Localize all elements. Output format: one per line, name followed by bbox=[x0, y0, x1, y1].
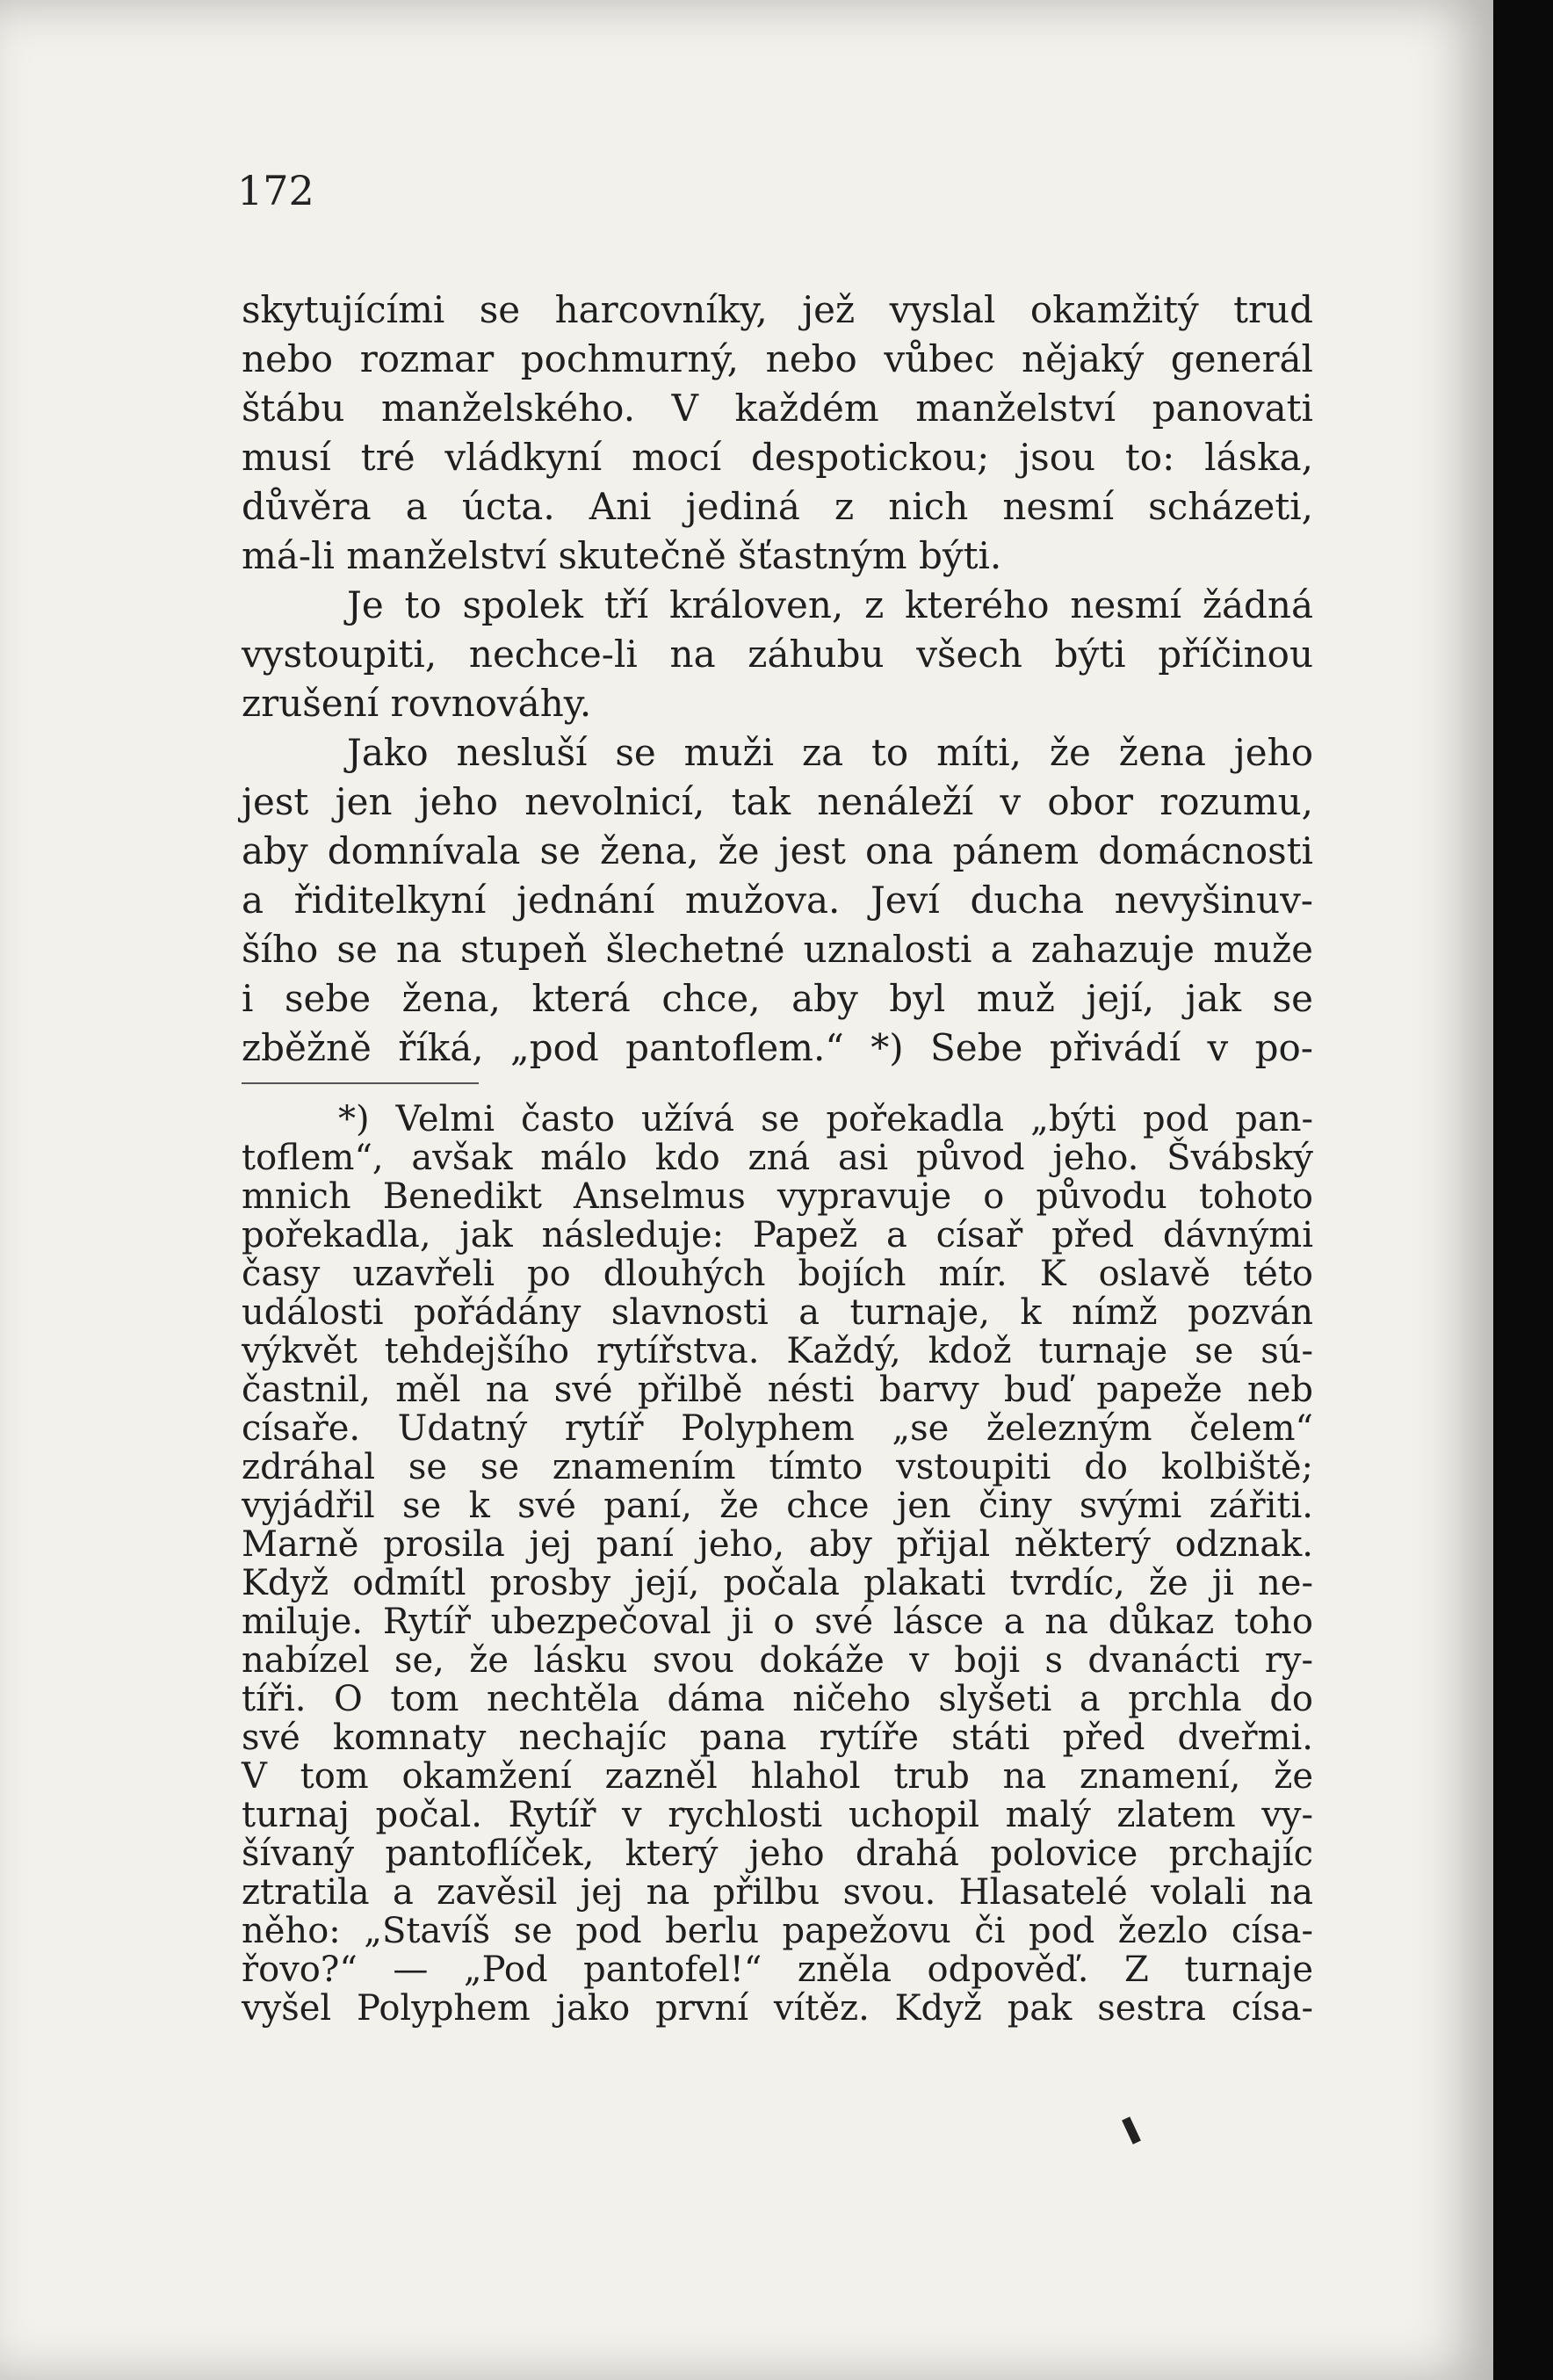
text-line: šího se na stupeň šlechetné uznalosti a zahazuje muže bbox=[242, 928, 1313, 971]
footnote-line: své komnaty nechajíc pana rytíře státi před dveřmi. bbox=[242, 1718, 1313, 1758]
footnote-line: výkvět tehdejšího rytířstva. Každý, kdož turnaje se sú- bbox=[242, 1331, 1313, 1371]
footnote bbox=[242, 1100, 1313, 2028]
footnote-line: mnich Benedikt Anselmus vypravuje o původu tohoto bbox=[242, 1176, 1313, 1217]
footnote-line: Když odmítl prosby její, počala plakati tvrdíc, že ji ne- bbox=[242, 1563, 1313, 1603]
text-line: skytujícími se harcovníky, jež vyslal okamžitý trud bbox=[242, 288, 1313, 331]
text-line: má-li manželství skutečně šťastným býti. bbox=[242, 534, 1002, 577]
footnote-line: tíři. O tom nechtěla dáma ničeho slyšeti a prchla do bbox=[242, 1679, 1313, 1719]
text-line: jest jen jeho nevolnicí, tak nenáleží v obor rozumu, bbox=[242, 780, 1313, 823]
text-line: nebo rozmar pochmurný, nebo vůbec nějaký generál bbox=[242, 337, 1313, 380]
text-line: zrušení rovnováhy. bbox=[242, 682, 592, 725]
text-line: i sebe žena, která chce, aby byl muž její, jak se bbox=[242, 977, 1313, 1020]
footnote-line: miluje. Rytíř ubezpečoval ji o své lásce a na důkaz toho bbox=[242, 1602, 1313, 1642]
footnote-line: ztratila a zavěsil jej na přilbu svou. Hlasatelé volali na bbox=[242, 1872, 1313, 1913]
footnote-line: šívaný pantoflíček, který jeho drahá polovice prchajíc bbox=[242, 1834, 1313, 1874]
footnote-line: něho: „Stavíš se pod berlu papežovu či pod žezlo císa- bbox=[242, 1911, 1313, 1951]
text-line: štábu manželského. V každém manželství panovati bbox=[242, 387, 1313, 430]
footnote-line: Marně prosila jej paní jeho, aby přijal některý odznak. bbox=[242, 1524, 1313, 1565]
page-number: 172 bbox=[237, 167, 314, 214]
footnote-line: vyšel Polyphem jako první vítěz. Když pak sestra císa- bbox=[242, 1988, 1313, 2029]
footnote-line: toflem“, avšak málo kdo zná asi původ jeho. Švábský bbox=[242, 1138, 1313, 1178]
footnote-line: časy uzavřeli po dlouhých bojích mír. K oslavě této bbox=[242, 1254, 1313, 1294]
footnote-line: zdráhal se se znamením tímto vstoupiti do kolbiště; bbox=[242, 1447, 1313, 1487]
footnote-line: nabízel se, že lásku svou dokáže v boji s dvanácti ry- bbox=[242, 1640, 1313, 1681]
text-line: Jako nesluší se muži za to míti, že žena jeho bbox=[347, 731, 1313, 774]
text-line: důvěra a úcta. Ani jediná z nich nesmí scházeti, bbox=[242, 485, 1313, 528]
text-line: aby domnívala se žena, že jest ona pánem domácnosti bbox=[242, 829, 1313, 872]
text-line: musí tré vládkyní mocí despotickou; jsou to: láska, bbox=[242, 436, 1313, 479]
footnote-line: V tom okamžení zazněl hlahol trub na znamení, že bbox=[242, 1756, 1313, 1797]
footnote-line: vyjádřil se k své paní, že chce jen činy svými zářiti. bbox=[242, 1486, 1313, 1526]
footnote-line: události pořádány slavnosti a turnaje, k nímž pozván bbox=[242, 1292, 1313, 1333]
footnote-line: pořekadla, jak následuje: Papež a císař před dávnými bbox=[242, 1215, 1313, 1255]
text-line: vystoupiti, nechce-li na záhubu všech býti příčinou bbox=[242, 633, 1313, 676]
footnote-line: turnaj počal. Rytíř v rychlosti uchopil malý zlatem vy- bbox=[242, 1795, 1313, 1835]
text-line: zběžně říká, „pod pantoflem.“ *) Sebe přivádí v po- bbox=[242, 1026, 1313, 1069]
text-line: a řiditelkyní jednání mužova. Jeví ducha nevyšinuv- bbox=[242, 879, 1313, 922]
ink-mark bbox=[1122, 2116, 1141, 2144]
footnote-line: častnil, měl na své přilbě nésti barvy buď papeže neb bbox=[242, 1370, 1313, 1410]
footnote-line: řovo?“ — „Pod pantofel!“ zněla odpověď. Z turnaje bbox=[242, 1950, 1313, 1990]
book-spine-shadow bbox=[1493, 0, 1553, 2380]
main-text bbox=[242, 286, 1313, 1073]
footnote-line: císaře. Udatný rytíř Polyphem „se železným čelem“ bbox=[242, 1408, 1313, 1449]
footnote-divider bbox=[242, 1082, 479, 1084]
text-line: Je to spolek tří královen, z kterého nesmí žádná bbox=[347, 583, 1313, 626]
footnote-line: *) Velmi často užívá se pořekadla „býti pod pan- bbox=[338, 1099, 1313, 1139]
